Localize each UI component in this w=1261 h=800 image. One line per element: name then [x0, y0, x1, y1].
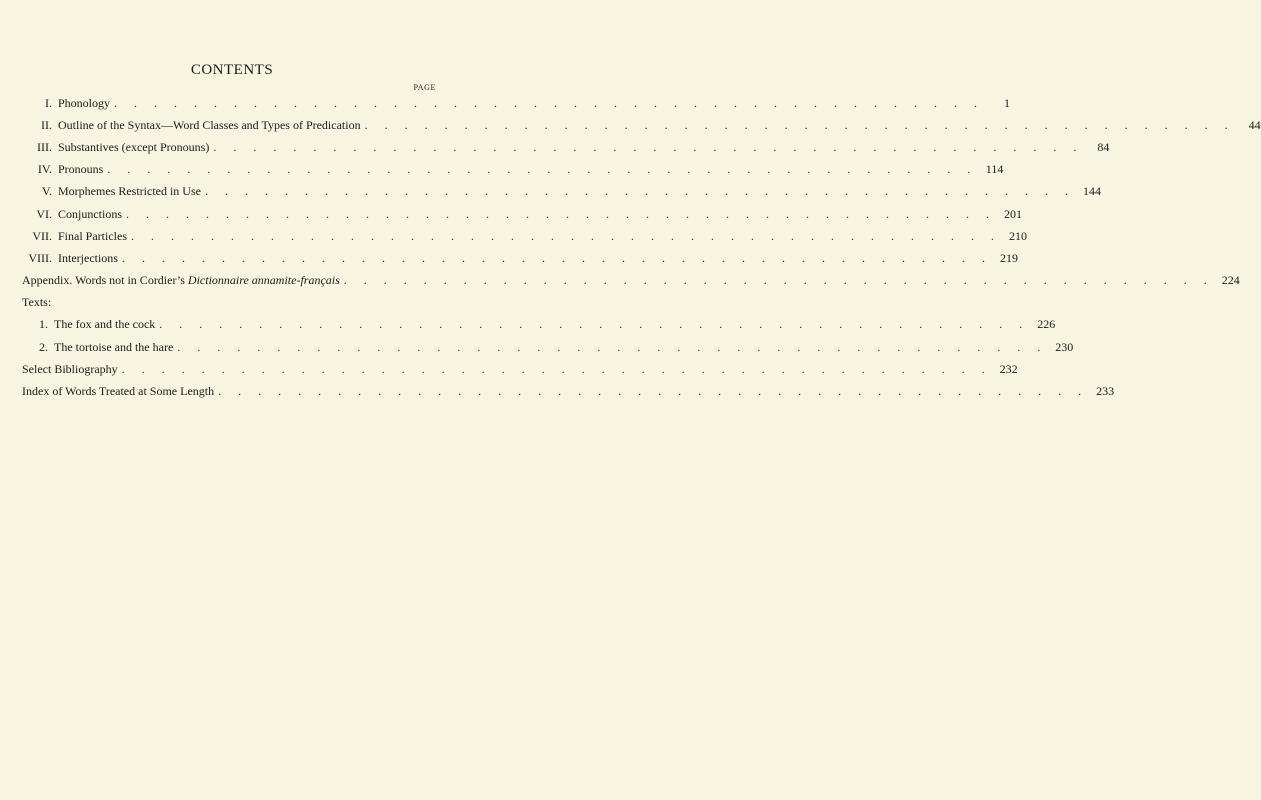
toc-entry-appendix	[22, 270, 1240, 292]
toc-entry-conjunctions	[22, 203, 1023, 225]
toc-entry-interjections	[22, 247, 1018, 269]
chapter-number: III.	[37, 139, 52, 154]
dot-leader: . . . . . . . . . . . . . . . . . . . . . . . . . . . . . . . . . . . . . . . . . . . .	[126, 206, 997, 221]
page-number: 210	[1009, 228, 1027, 243]
dot-leader: . . . . . . . . . . . . . . . . . . . . . . . . . . . . . . . . . . . . . . . . . . . .	[121, 361, 992, 376]
appendix-title	[22, 273, 340, 288]
chapter-title: Phonology	[58, 95, 111, 110]
page-number: 44	[1248, 117, 1261, 132]
toc-entry-phonology	[22, 92, 1011, 114]
chapter-title: Conjunctions	[58, 206, 123, 221]
page-number: 219	[999, 250, 1018, 265]
toc-entry-pronouns	[22, 159, 1004, 181]
page-number: 1	[1004, 95, 1011, 110]
chapter-title: Outline of the Syntax—Word Classes and Types of Predication	[58, 117, 361, 132]
chapter-number: I.	[45, 95, 52, 110]
chapter-number: II.	[41, 117, 52, 132]
dot-leader: . . . . . . . . . . . . . . . . . . . . . . . . . . . . . . . . . . . . . . . . . . . .	[107, 162, 978, 177]
page-number: 232	[999, 361, 1018, 376]
chapter-number: V.	[41, 184, 52, 199]
toc-entry-index	[22, 380, 1115, 402]
toc-entry-text-tortoise-hare	[22, 336, 1074, 358]
page-column-label: PAGE	[413, 83, 436, 92]
dot-leader: . . . . . . . . . . . . . . . . . . . . . . . . . . . . . . . . . . . . . . . . . . . .	[343, 273, 1214, 288]
table-of-contents	[22, 92, 1261, 403]
text-title: The fox and the cock	[54, 317, 156, 332]
appendix-dictionary-title: Dictionnaire annamite-français	[187, 273, 340, 288]
bibliography-title: Select Bibliography	[22, 361, 118, 376]
toc-entry-text-fox-cock	[22, 314, 1056, 336]
chapter-title: Final Particles	[58, 228, 127, 243]
index-title: Index of Words Treated at Some Length	[22, 384, 215, 399]
text-number: 2.	[39, 339, 48, 354]
toc-entry-substantives	[22, 136, 1110, 158]
appendix-title-prefix: Appendix. Words not in Cordier’s	[22, 273, 188, 288]
texts-heading	[22, 292, 436, 314]
chapter-title: Morphemes Restricted in Use	[58, 184, 201, 199]
page-number: 114	[985, 162, 1004, 177]
dot-leader: . . . . . . . . . . . . . . . . . . . . . . . . . . . . . . . . . . . . . . . . . . . .	[159, 317, 1030, 332]
dot-leader: . . . . . . . . . . . . . . . . . . . . . . . . . . . . . . . . . . . . . . . . . . . .	[131, 228, 1001, 243]
page-number: 233	[1096, 384, 1115, 399]
chapter-number: VI.	[36, 206, 52, 221]
text-number: 1.	[39, 317, 48, 332]
page-number: 84	[1097, 139, 1110, 154]
dot-leader: . . . . . . . . . . . . . . . . . . . . . . . . . . . . . . . . . . . . . . . . . . . .	[121, 250, 992, 265]
dot-leader: . . . . . . . . . . . . . . . . . . . . . . . . . . . . . . . . . . . . . . . . . . . .	[114, 95, 985, 110]
dot-leader: . . . . . . . . . . . . . . . . . . . . . . . . . . . . . . . . . . . . . . . . . . . .	[204, 184, 1075, 199]
page-number: 201	[1004, 206, 1023, 221]
page-number: 144	[1082, 184, 1101, 199]
chapter-number: IV.	[37, 162, 52, 177]
page-number: 226	[1037, 317, 1056, 332]
chapter-title: Substantives (except Pronouns)	[58, 139, 210, 154]
toc-entry-morphemes	[22, 181, 1101, 203]
page-number: 230	[1055, 339, 1074, 354]
text-title: The tortoise and the hare	[54, 339, 174, 354]
toc-entry-final-particles	[22, 225, 1027, 247]
chapter-title: Interjections	[58, 250, 118, 265]
dot-leader: . . . . . . . . . . . . . . . . . . . . . . . . . . . . . . . . . . . . . . . . . . . .	[213, 139, 1084, 154]
toc-entry-bibliography	[22, 358, 1018, 380]
chapter-number: VIII.	[28, 250, 52, 265]
dot-leader: . . . . . . . . . . . . . . . . . . . . . . . . . . . . . . . . . . . . . . . . . . . .	[364, 117, 1235, 132]
dot-leader: . . . . . . . . . . . . . . . . . . . . . . . . . . . . . . . . . . . . . . . . . . . .	[218, 384, 1089, 399]
page-number: 224	[1221, 273, 1240, 288]
page-title: CONTENTS	[190, 62, 274, 78]
chapter-number: VII.	[32, 228, 52, 243]
chapter-title: Pronouns	[58, 162, 104, 177]
toc-entry-outline-syntax	[22, 114, 1261, 136]
dot-leader: . . . . . . . . . . . . . . . . . . . . . . . . . . . . . . . . . . . . . . . . . . . .	[177, 339, 1048, 354]
texts-heading-label: Texts:	[22, 295, 52, 310]
